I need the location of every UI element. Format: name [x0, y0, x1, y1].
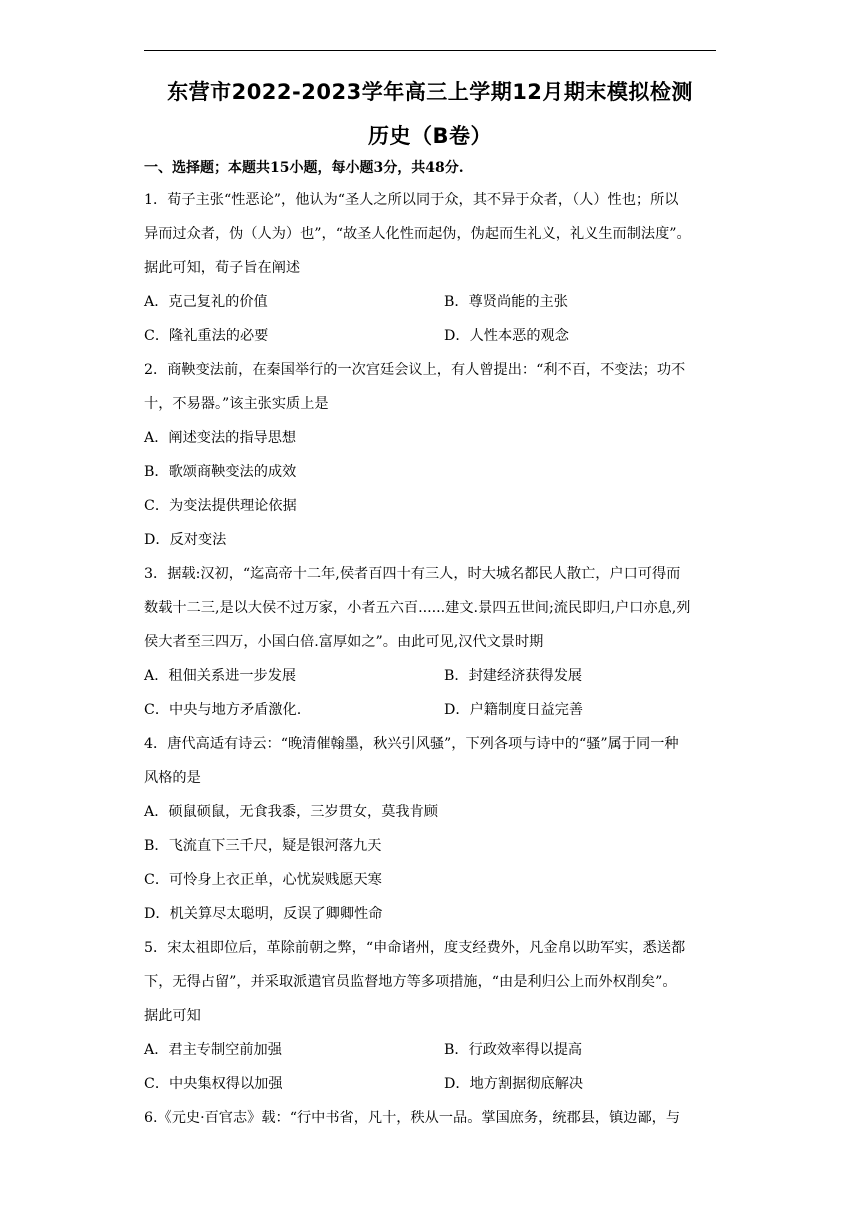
question-2-option-c: C．为变法提供理论依据: [144, 498, 297, 514]
question-4-line-1: 4．唐代高适有诗云：“晚清催翰墨，秋兴引风骚”，下列各项与诗中的“骚”属于同一种: [144, 736, 679, 752]
question-3-option-c: C．中央与地方矛盾激化.: [144, 702, 302, 718]
question-2-option-a: A．阐述变法的指导思想: [144, 430, 297, 446]
exam-title: 东营市2022-2023学年高三上学期12月期末模拟检测: [167, 80, 693, 104]
section-heading: 一、选择题；本题共15小题，每小题3分，共48分.: [144, 160, 464, 176]
question-3-option-d: D．户籍制度日益完善: [444, 702, 584, 718]
exam-subtitle: 历史（B卷）: [367, 124, 492, 148]
question-4-option-c: C．可怜身上衣正单，心忧炭贱愿天寒: [144, 872, 382, 888]
question-3-line-2: 数载十二三,是以大侯不过万家，小者五六百......建文.景四五世间;流民即归,户口亦息,列: [144, 600, 691, 616]
question-5-option-d: D．地方割据彻底解决: [444, 1076, 584, 1092]
question-2-line-1: 2．商鞅变法前，在秦国举行的一次宫廷会议上，有人曾提出：“利不百，不变法；功不: [144, 362, 686, 378]
question-2-option-b: B．歌颂商鞅变法的成效: [144, 464, 297, 480]
question-5-line-1: 5．宋太祖即位后，革除前朝之弊，“申命诸州，度支经费外，凡金帛以助军实，悉送都: [144, 940, 686, 956]
question-5-line-2: 下，无得占留”，并采取派遣官员监督地方等多项措施，“由是利归公上而外权削矣”。: [144, 974, 677, 990]
question-1-line-2: 异而过众者，伪（人为）也”，“故圣人化性而起伪，伪起而生礼义，礼义生而制法度”。: [144, 226, 691, 242]
question-6-line-1: 6.《元史·百官志》载：“行中书省，凡十，秩从一品。掌国庶务，统郡县，镇边鄙，与: [144, 1110, 681, 1126]
question-5-option-c: C．中央集权得以加强: [144, 1076, 283, 1092]
question-1-line-1: 1．荀子主张“性恶论”，他认为“圣人之所以同于众，其不异于众者，（人）性也；所以: [144, 192, 679, 208]
question-4-option-a: A．硕鼠硕鼠，无食我黍，三岁贯女，莫我肯顾: [144, 804, 438, 820]
header-rule: [144, 50, 716, 51]
question-1-option-b: B．尊贤尚能的主张: [444, 294, 568, 310]
question-1-option-d: D．人性本恶的观念: [444, 328, 569, 344]
question-4-option-b: B．飞流直下三千尺，疑是银河落九天: [144, 838, 382, 854]
question-1-option-c: C．隆礼重法的必要: [144, 328, 269, 344]
question-2-line-2: 十，不易器。”该主张实质上是: [144, 396, 329, 412]
question-1-line-3: 据此可知，荀子旨在阐述: [144, 260, 301, 276]
question-2-option-d: D．反对变法: [144, 532, 227, 548]
question-5-line-3: 据此可知: [144, 1008, 201, 1024]
question-5-option-a: A．君主专制空前加强: [144, 1042, 282, 1058]
question-3-line-3: 侯大者至三四万，小国白倍.富厚如之”。由此可见,汉代文景时期: [144, 634, 544, 650]
question-1-option-a: A．克己复礼的价值: [144, 294, 268, 310]
question-3-option-b: B．封建经济获得发展: [444, 668, 583, 684]
question-5-option-b: B．行政效率得以提高: [444, 1042, 583, 1058]
question-4-option-d: D．机关算尽太聪明，反误了卿卿性命: [144, 906, 383, 922]
question-4-line-2: 风格的是: [144, 770, 201, 786]
question-3-option-a: A．租佃关系进一步发展: [144, 668, 297, 684]
question-3-line-1: 3．据载:汉初，“迄高帝十二年,侯者百四十有三人，时大城名都民人散亡，户口可得而: [144, 566, 681, 582]
